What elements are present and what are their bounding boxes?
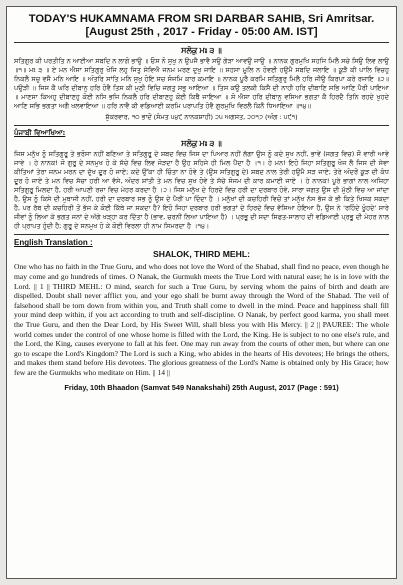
punjabi-explanation — [14, 129, 389, 232]
gurmukhi-verse: ਸਤਿਗੁਰ ਕੀ ਪਰਤੀਤਿ ਨ ਆਈਆ ਸਬਦਿ ਨ ਲਾਗੋ ਭਾਉ ॥ ਓਸ ਨੋ ਸੁਖੁ ਨ ਉਪਜੈ ਭਾਵੈ ਸਉ ਗੇੜਾ ਆਵਉ ਜਾਉ ॥ ਨਾਨਕ ਗੁਰਮੁਖਿ ਸਹਜਿ ਮਿਲੈ ਸਚੇ ਸਿਉ ਲਿਵ ਲਾਉ ॥੧॥ ਮਃ ੩ ॥ ਏ ਮਨ ਐਸਾ ਸਤਿਗੁਰੁ ਖੋਜਿ ਲਹੁ ਜਿਤੁ ਸੇਵਿਐ ਜਨਮ ਮਰਣ ਦੁਖੁ ਜਾਇ ॥ ਸਹਸਾ ਮੂਲਿ ਨ ਹੋਵਈ ਹਉਮੈ ਸਬਦਿ ਜਲਾਇ ॥ ਕੂੜੈ ਕੀ ਪਾਲਿ ਵਿਚਹੁ ਨਿਕਲੈ ਸਚੁ ਵਸੈ ਮਨਿ ਆਇ ॥ ਅੰਤਰਿ ਸਾਂਤਿ ਮਨਿ ਸੁਖੁ ਹੋਇ ਸਚ ਸੰਜਮਿ ਕਾਰ ਕਮਾਇ ॥ ਨਾਨਕ ਪੂਰੈ ਕਰਮਿ ਸਤਿਗੁਰੁ ਮਿਲੈ ਹਰਿ ਜੀਉ ਕਿਰਪਾ ਕਰੇ ਰਜਾਇ ॥੨॥ ਪਉੜੀ ॥ ਜਿਸ ਕੈ ਘਰਿ ਦੀਬਾਨੁ ਹਰਿ ਹੋਵੈ ਤਿਸ ਕੀ ਮੁਠੀ ਵਿਚਿ ਜਗਤੁ ਸਭੁ ਆਇਆ ॥ ਤਿਸ ਕਉ ਤਲਕੀ ਕਿਸੈ ਦੀ ਨਾਹੀ ਹਰਿ ਦੀਬਾਣਿ ਸਭਿ ਆਣਿ ਪੈਰੀ ਪਾਇਆ ॥ ਮਾਣਸਾ ਕਿਅਹੁ ਦੀਬਾਣਹੁ ਕੋਈ ਨਸਿ ਭਜਿ ਨਿਕਲੈ ਹਰਿ ਦੀਬਾਣਹੁ ਕੋਈ ਕਿਥੈ ਜਾਇਆ ॥ ਸੋ ਐਸਾ ਹਰਿ ਦੀਬਾਨੁ ਵਸਿਆ ਭਗਤਾ ਕੈ ਹਿਰਦੈ ਤਿਨਿ ਰਹਦੇ ਖੁਹਦੇ ਆਣਿ ਸਭਿ ਭਗਤਾ ਅਗੈ ਖਲਵਾਇਆ ॥ ਹਰਿ ਨਾਵੈ ਕੀ ਵਡਿਆਈ ਕਰਮਿ ਪਰਾਪਤਿ ਹੋਵੈ ਗੁਰਮੁਖਿ ਵਿਰਲੈ ਕਿਨੈ ਧਿਆਇਆ ॥੧੪॥ — [14, 57, 389, 111]
page-title — [14, 13, 389, 39]
english-heading: SHALOK, THIRD MEHL: — [153, 249, 250, 260]
punjabi-label: ਪੰਜਾਬੀ ਵਿਆਖਿਆ: — [14, 128, 66, 137]
gurmukhi-reference: ਸ਼ੁੱਕਰਵਾਰ, ੧੦ ਭਾਦੋਂ (ਸੰਮਤ ੫੪੯ ਨਾਨਕਸ਼ਾਹੀ) ੨੫ ਅਗਸਤ, ੨੦੧੭ (ਅੰਗ : ੫੯੧) — [105, 112, 298, 121]
english-translation — [14, 238, 389, 377]
english-label: English Translation : — [14, 238, 93, 248]
punjabi-text: ਜਿਸ ਮਨੁੱਖ ਨੂੰ ਸਤਿਗੁਰੂ ਤੇ ਭਰੋਸਾ ਨਹੀਂ ਬਣਿਆ ਤੇ ਸਤਿਗੁਰੂ ਦੇ ਸ਼ਬਦ ਵਿਚ ਜਿਸ ਦਾ ਪਿਆਰ ਨਹੀਂ ਲੱਗਾ ਉਸ ਨੂੰ ਕਦੇ ਸੁਖ ਨਹੀਂ, ਭਾਵੇਂ (ਜਗਤ ਵਿਚ) ਸੌ ਵਾਰੀ ਆਵੇ ਜਾਵੇ । ਹੇ ਨਾਨਕ! ਜੋ ਗੁਰੂ ਦੇ ਸਨਮੁਖ ਹੋ ਕੇ ਸੱਚੇ ਵਿਚ ਲਿਵ ਜੋੜਦਾ ਹੈ ਉਹ ਸਹਿਜੇ ਹੀ ਮਿਲ ਪੈਂਦਾ ਹੈ ।੧। ਹੇ ਮਨ! ਇਹੋ ਜਿਹਾ ਸਤਿਗੁਰੂ ਖੋਜ ਲੈ ਜਿਸ ਦੀ ਸੇਵਾ ਕੀਤਿਆਂ ਤੇਰਾ ਜਨਮ ਮਰਨ ਦਾ ਦੁੱਖ ਦੂਰ ਹੋ ਜਾਏ; ਕਦੇ ਉੱਕਾ ਹੀ ਚਿੰਤਾ ਨਾ ਹੋਵੇ ਤੇ (ਉਸ ਸਤਿਗੁਰੂ ਦੇ) ਸ਼ਬਦ ਨਾਲ ਤੇਰੀ ਹਉਮੈ ਸੜ ਜਾਏ; ਤੇਰੇ ਅੰਦਰੋਂ ਕੂੜ ਦੀ ਕੰਧ ਦੂਰ ਹੋ ਜਾਏ ਤੇ ਮਨ ਵਿਚ ਸੱਚਾ ਹਰੀ ਆ ਵੱਸੇ, ਅੰਦਰ ਸ਼ਾਂਤੀ ਤੇ ਮਨ ਵਿਚ ਸੁਖ ਹੋਵੇ ਤੇ ਸੱਚੇ ਸੰਜਮ ਦੀ ਕਾਰ ਕਮਾਈ ਜਾਏ । ਹੇ ਨਾਨਕ! ਪੂਰੇ ਭਾਗਾਂ ਨਾਲ ਅਜਿਹਾ ਸਤਿਗੁਰੂ ਮਿਲਦਾ ਹੈ, ਹਰੀ ਆਪਣੀ ਰਜ਼ਾ ਵਿਚ ਮੇਹਰ ਕਰਦਾ ਹੈ ।੨। ਜਿਸ ਮਨੁੱਖ ਦੇ ਹਿਰਦੇ ਵਿਚ ਹਰੀ ਦਾ ਦਰਬਾਰ ਹੋਵੇ, ਸਾਰਾ ਜਗਤ ਉਸ ਦੀ ਮੁੱਠੀ ਵਿਚ ਆ ਜਾਂਦਾ ਹੈ, ਉਸ ਨੂੰ ਕਿਸੇ ਦੀ ਮੁਥਾਜੀ ਨਹੀਂ, ਹਰੀ ਦਾ ਦਰਬਾਰ ਸਭ ਨੂੰ ਉਸ ਦੇ ਪੈਰੀਂ ਪਾ ਦਿੰਦਾ ਹੈ । ਮਨੁੱਖਾਂ ਦੀ ਕਚਹਿਰੀ ਵਿਚੋਂ ਤਾਂ ਮਨੁੱਖ ਨੱਸ ਭੱਜ ਕੇ ਭੀ ਕਿਤੇ ਖਿਸਕ ਸਕਦਾ ਹੈ, ਪਰ ਰੱਬ ਦੀ ਕਚਹਿਰੀ ਤੋਂ ਭੱਜ ਕੇ ਕੋਈ ਕਿੱਥੇ ਜਾ ਸਕਦਾ ਹੈ? ਇਹੋ ਜਿਹਾ ਦਰਬਾਰ ਹਰੀ ਭਗਤਾਂ ਦੇ ਹਿਰਦੇ ਵਿਚ ਵੱਸਿਆ ਹੋਇਆ ਹੈ, ਉਸ ਨੇ 'ਰਹਿੰਦੇ ਖੂੰਹਦੇ' ਸਾਰੇ ਜੀਵਾਂ ਨੂੰ ਲਿਆ ਕੇ ਭਗਤ ਜਨਾਂ ਦੇ ਅੱਗੇ ਖੜ੍ਹਾ ਕਰ ਦਿੱਤਾ ਹੈ (ਭਾਵ, ਚਰਨੀਂ ਲਿਆ ਪਾਇਆ ਹੈ) । ਪ੍ਰਭੂ ਦੀ ਸਦਾ ਸਿਫਤ-ਸਾਲਾਹ ਦੀ ਵਡਿਆਈ ਪ੍ਰਭੂ ਦੀ ਮੇਹਰ ਨਾਲ ਹੀ ਪ੍ਰਾਪਤ ਹੁੰਦੀ ਹੈ; ਗੁਰੂ ਦੇ ਸਨਮੁਖ ਹੋ ਕੇ ਕੋਈ ਵਿਰਲਾ ਹੀ ਨਾਮ ਸਿਮਰਦਾ ਹੈ ।੧੪। — [14, 149, 389, 231]
english-text: One who has no faith in the True Guru, and who does not love the Word of the Shabad, shall find no peace, even though he may come and go hundreds of times. O Nanak, the Gurmukh meets the True Lord with natural ease; he is in love with the Lord. || 1 || THIRD MEHL: O mind, search for such a True Guru, by serving whom the pains of birth and death are dispelled. Doubt shall never afflict you, and your ego shall be burnt away through the Word of the Shabad. The veil of falsehood shall be torn down from within you, and Truth shall come to dwell in the mind. Peace and happiness shall fill your mind deep within, if you act according to truth and self-discipline. O Nanak, by perfect good karma, you shall meet the True Guru, and then the Dear Lord, by His Sweet Will, shall bless you with His Mercy. || 2 || PAUREE: The whole world comes under the control of one whose home is filled with the Lord, the King. He is subject to no one else's rule, and the Lord, the King, causes everyone to fall at his feet. One may run away from the courts of other men, but where can one go to escape the Lord's Kingdom? The Lord is such a King, who abides in the hearts of His devotees; He brings the others, and makes them stand before His devotees. The glorious greatness of the Lord's Name is obtained only by His Grace; how few are the Gurmukhs who meditate on Him. || 14 || — [14, 262, 389, 377]
gurmukhi-section — [14, 46, 389, 122]
gurmukhi-heading: ਸਲੋਕੁ ਮਃ ੩ ॥ — [181, 46, 222, 55]
section-divider-1 — [14, 125, 389, 126]
punjabi-heading: ਸਲੋਕੁ ਮਃ ੩ ॥ — [181, 138, 222, 148]
title-divider — [14, 42, 389, 43]
footer-date: Friday, 10th Bhaadon (Samvat 549 Nanakshahi) 25th August, 2017 (Page : 591) — [64, 382, 339, 392]
title-line-2: [August 25th , 2017 - Friday - 05:00 AM. IST] — [85, 26, 318, 38]
section-divider-2 — [14, 234, 389, 235]
title-line-1: TODAY'S HUKAMNAMA FROM SRI DARBAR SAHIB, Sri Amritsar. — [28, 13, 375, 25]
hukamnama-sheet — [6, 6, 397, 579]
